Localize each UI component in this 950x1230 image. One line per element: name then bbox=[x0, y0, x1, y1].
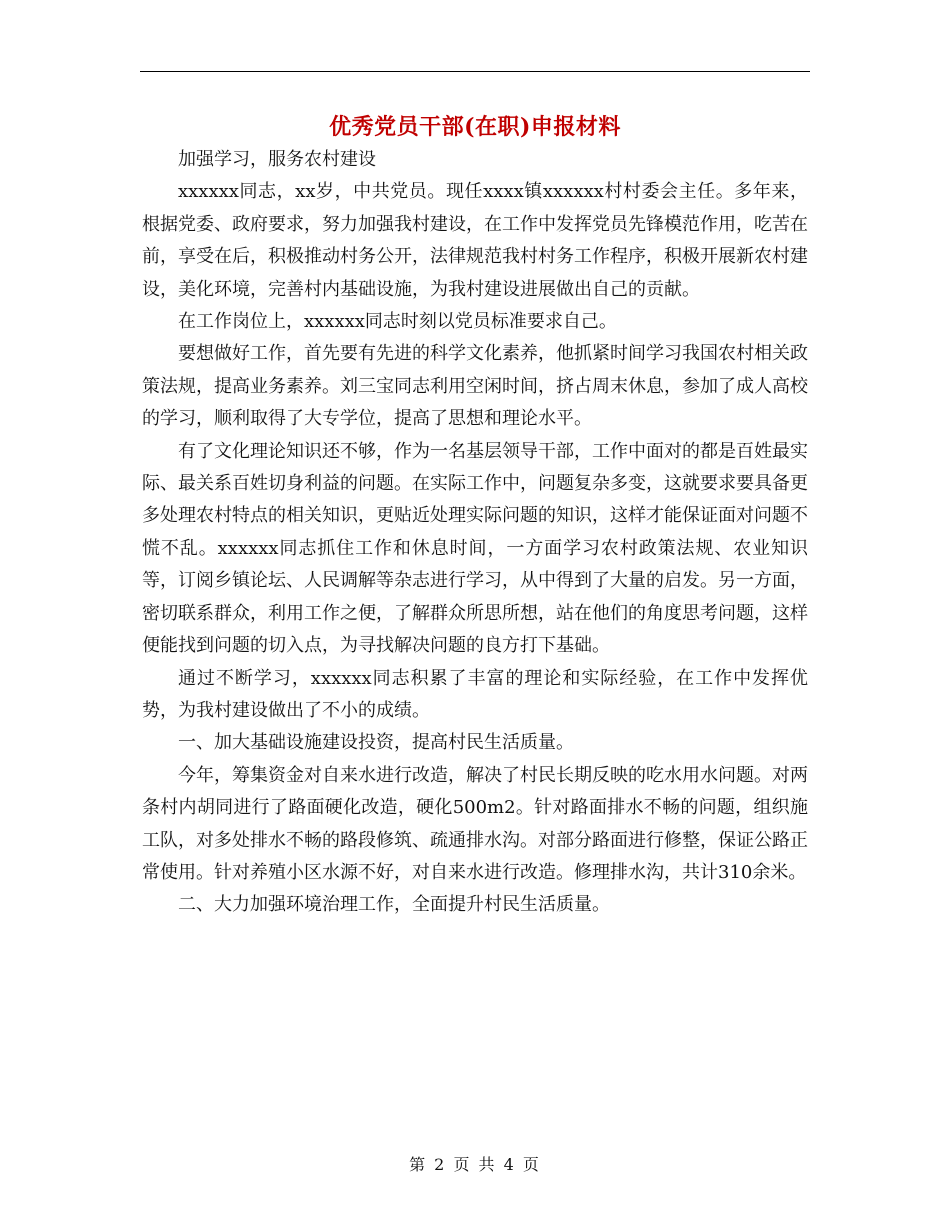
paragraph: xxxxxx同志，xx岁，中共党员。现任xxxx镇xxxxxx村村委会主任。多年来，根据党委、政府要求，努力加强我村建设，在工作中发挥党员先锋模范作用，吃苦在前，享受在后，积极推动村务公开，法律规范我村村务工作程序，积极开展新农村建设，美化环境，完善村内基础设施，为我村建设进展做出自己的贡献。 bbox=[142, 181, 808, 300]
paragraph: 通过不断学习，xxxxxx同志积累了丰富的理论和实际经验，在工作中发挥优势，为我村建设做出了不小的成绩。 bbox=[142, 667, 808, 721]
section-heading: 一、加大基础设施建设投资，提高村民生活质量。 bbox=[178, 732, 574, 754]
paragraph: 在工作岗位上，xxxxxx同志时刻以党员标准要求自己。 bbox=[178, 311, 617, 333]
header-rule bbox=[140, 71, 810, 72]
paragraph: 有了文化理论知识还不够，作为一名基层领导干部，工作中面对的都是百姓最实际、最关系百姓切身利益的问题。在实际工作中，问题复杂多变，这就要求要具备更多处理农村特点的相关知识，更贴近处理实际问题的知识，这样才能保证面对问题不慌不乱。xxxxxx同志抓住工作和休息时间，一方面学习农村政策法规、农业知识等，订阅乡镇论坛、人民调解等杂志进行学习，从中得到了大量的启发。另一方面，密切联系群众，利用工作之便，了解群众所思所想，站在他们的角度思考问题，这样便能找到问题的切入点，为寻找解决问题的良方打下基础。 bbox=[142, 440, 808, 657]
section-heading: 二、大力加强环境治理工作，全面提升村民生活质量。 bbox=[178, 894, 610, 916]
document-body bbox=[142, 144, 808, 922]
paragraph: 要想做好工作，首先要有先进的科学文化素养，他抓紧时间学习我国农村相关政策法规，提高业务素养。刘三宝同志利用空闲时间，挤占周末休息，参加了成人高校的学习，顺利取得了大专学位，提高了思想和理论水平。 bbox=[142, 343, 808, 430]
paragraph-subtitle: 加强学习，服务农村建设 bbox=[178, 149, 376, 170]
page-footer: 第 2 页 共 4 页 bbox=[409, 1155, 541, 1174]
document-title: 优秀党员干部(在职)申报材料 bbox=[329, 114, 621, 140]
paragraph: 今年，筹集资金对自来水进行改造，解决了村民长期反映的吃水用水问题。对两条村内胡同进行了路面硬化改造，硬化500m2。针对路面排水不畅的问题，组织施工队，对多处排水不畅的路段修筑、疏通排水沟。对部分路面进行修整，保证公路正常使用。针对养殖小区水源不好，对自来水进行改造。修理排水沟，共计310余米。 bbox=[142, 764, 808, 883]
